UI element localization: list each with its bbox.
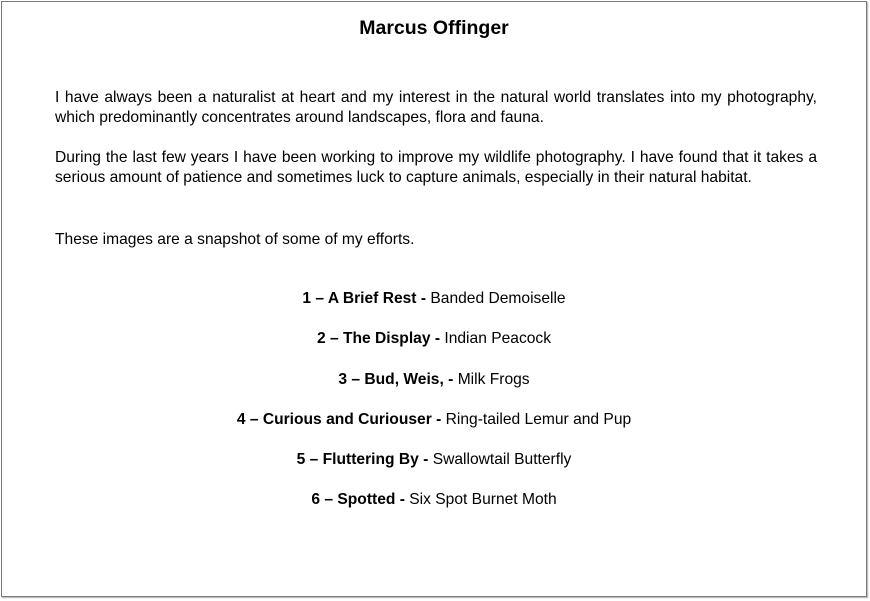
image-subject: Banded Demoiselle [430,290,566,307]
list-item [2,410,866,450]
list-item [2,450,866,490]
list-item [2,289,866,329]
image-title: 6 – Spotted - [311,491,405,509]
list-item [2,329,866,369]
image-title: 2 – The Display - [316,330,441,348]
page-title: Marcus Offinger [359,17,509,39]
image-title: 5 – Fluttering By - [296,451,429,469]
intro-paragraph: I have always been a naturalist at heart and my interest in the natural world translates into my photography, which predominantly concentrates around landscapes, flora and fauna. [55,89,817,127]
image-subject: Six Spot Burnet Moth [409,491,557,509]
document-page [1,1,867,597]
image-list [2,289,866,531]
image-title: 3 – Bud, Weis, - [338,370,454,388]
image-subject: Indian Peacock [444,330,552,348]
wildlife-paragraph: During the last few years I have been working to improve my wildlife photography. I have found that it takes a serious amount of patience and sometimes luck to capture animals, especially in their natural habitat. [55,149,817,187]
image-title: 4 – Curious and Curiouser - [236,410,442,428]
image-subject: Swallowtail Butterfly [432,451,572,469]
list-item [2,490,866,530]
image-subject: Ring-tailed Lemur and Pup [445,410,632,428]
image-title: 1 – A Brief Rest - [302,290,427,307]
image-subject: Milk Frogs [457,370,530,388]
snapshot-paragraph: These images are a snapshot of some of my efforts. [55,231,415,248]
list-item [2,370,866,410]
